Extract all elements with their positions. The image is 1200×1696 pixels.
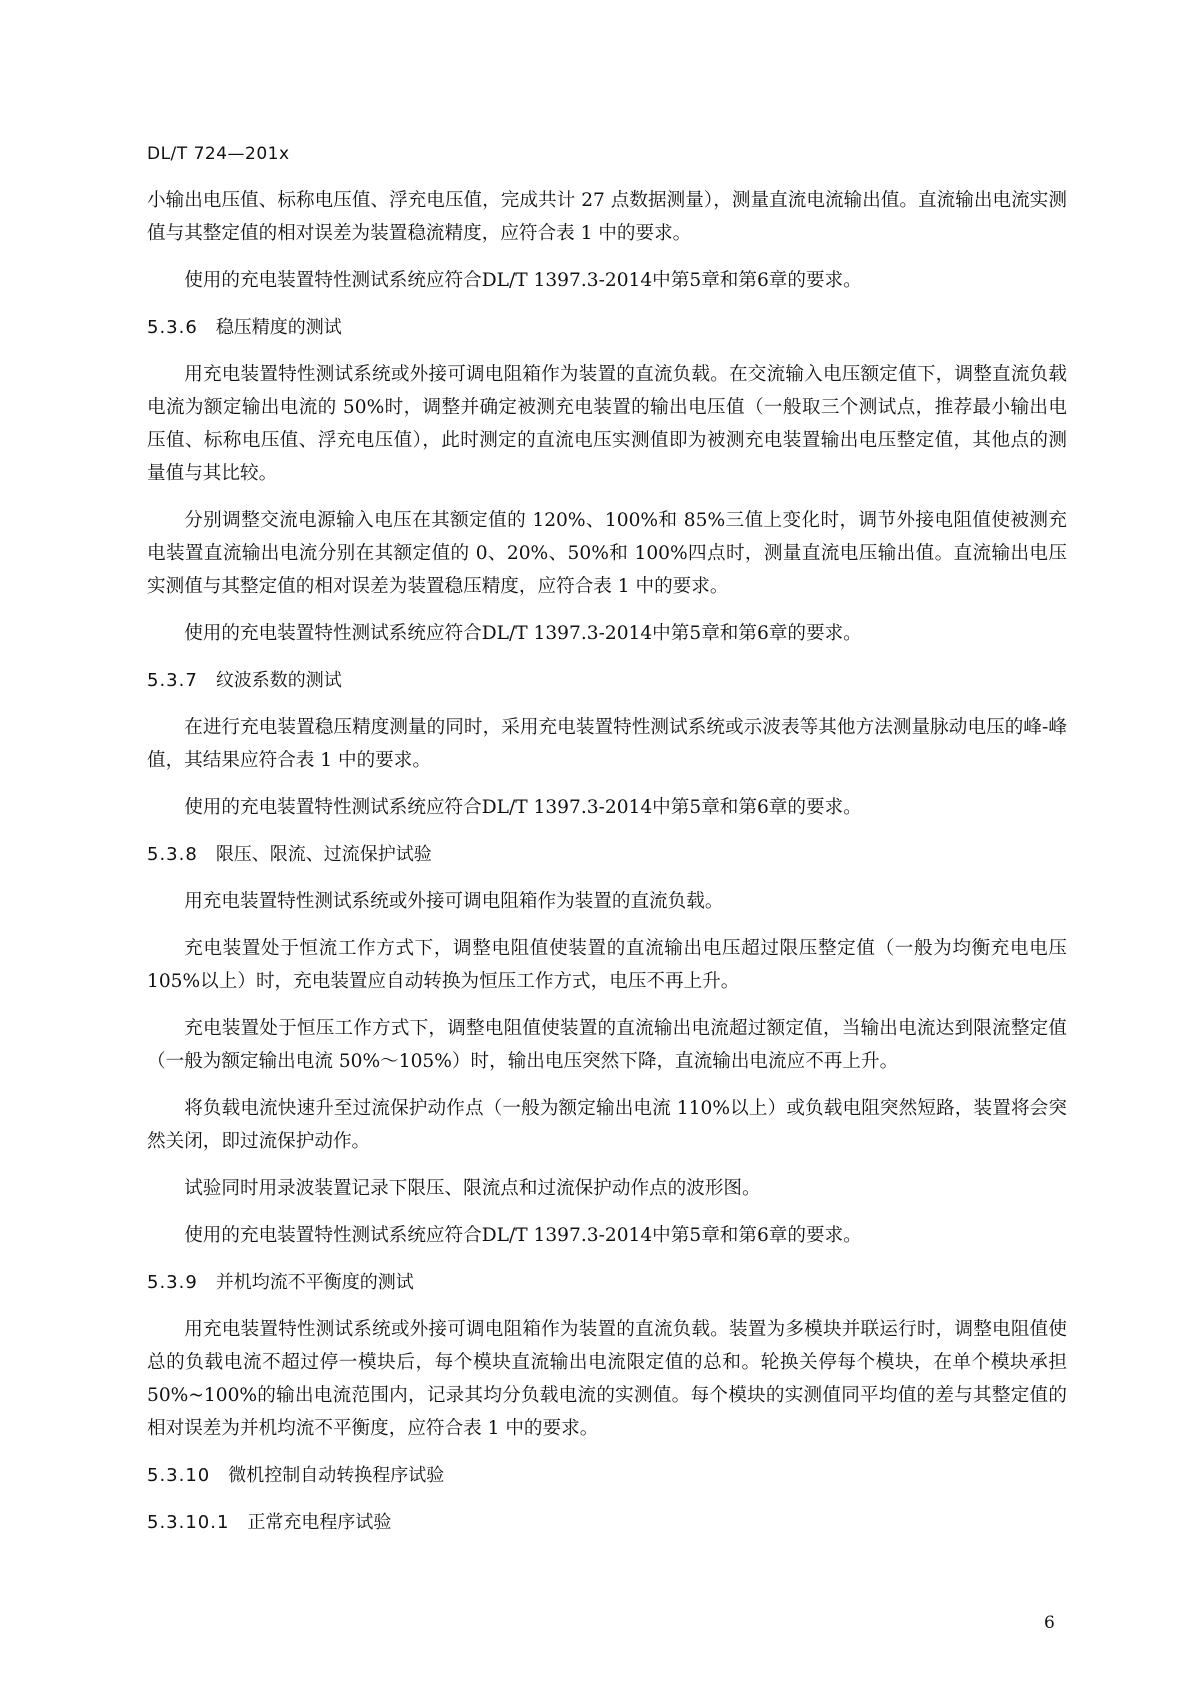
paragraph: 用充电装置特性测试系统或外接可调电阻箱作为装置的直流负载。: [184, 891, 724, 912]
document-body: [147, 184, 1067, 1553]
section-heading: [147, 1266, 1067, 1299]
paragraph: 使用的充电装置特性测试系统应符合DL/T 1397.3-2014中第5章和第6章的要求。: [184, 623, 862, 644]
paragraph: 用充电装置特性测试系统或外接可调电阻箱作为装置的直流负载。装置为多模块并联运行时，调整电阻值使总的负载电流不超过停一模块后，每个模块直流输出电流限定值的总和。轮换关停每个模块，在单个模块承担 50%~100%的输出电流范围内，记录其均分负载电流的实测值。每个模块的实测值同平均值的差与其整定值的相对误差为并机均流不平衡度，应符合表 1 中的要求。: [147, 1319, 1067, 1439]
section-heading: [147, 1459, 1067, 1492]
paragraph: 充电装置处于恒压工作方式下，调整电阻值使装置的直流输出电流超过额定值，当输出电流达到限流整定值（一般为额定输出电流 50%～105%）时，输出电压突然下降，直流输出电流应不再上升。: [147, 1018, 1067, 1072]
section-number: 5.3.7: [147, 670, 198, 691]
section-title: 纹波系数的测试: [215, 670, 342, 691]
document-code: DL/T 724—201x: [147, 144, 290, 164]
paragraph: 试验同时用录波装置记录下限压、限流点和过流保护动作点的波形图。: [184, 1178, 761, 1199]
page-number: 6: [1044, 1613, 1055, 1633]
paragraph: 使用的充电装置特性测试系统应符合DL/T 1397.3-2014中第5章和第6章的要求。: [184, 797, 862, 818]
section-number: 5.3.6: [147, 317, 198, 338]
section-title: 微机控制自动转换程序试验: [228, 1465, 445, 1486]
section-heading: [147, 838, 1067, 871]
paragraph: 使用的充电装置特性测试系统应符合DL/T 1397.3-2014中第5章和第6章的要求。: [184, 1225, 862, 1246]
section-title: 限压、限流、过流保护试验: [215, 844, 432, 865]
paragraph: 分别调整交流电源输入电压在其额定值的 120%、100%和 85%三值上变化时，调节外接电阻值使被测充电装置直流输出电流分别在其额定值的 0、20%、50%和 100%四点时，测量直流电压输出值。直流输出电压实测值与其整定值的相对误差为装置稳压精度，应符合表 1 中的要求。: [147, 510, 1067, 597]
paragraph: 充电装置处于恒流工作方式下，调整电阻值使装置的直流输出电压超过限压整定值（一般为均衡充电电压105%以上）时，充电装置应自动转换为恒压工作方式，电压不再上升。: [147, 938, 1067, 992]
subsection-heading: [147, 1506, 1067, 1539]
section-title: 稳压精度的测试: [215, 317, 342, 338]
section-number: 5.3.9: [147, 1272, 198, 1293]
paragraph: 使用的充电装置特性测试系统应符合DL/T 1397.3-2014中第5章和第6章的要求。: [184, 270, 862, 291]
paragraph: 在进行充电装置稳压精度测量的同时，采用充电装置特性测试系统或示波表等其他方法测量脉动电压的峰-峰值，其结果应符合表 1 中的要求。: [147, 717, 1067, 771]
section-number: 5.3.10.1: [147, 1512, 230, 1533]
section-heading: [147, 664, 1067, 697]
section-number: 5.3.10: [147, 1465, 211, 1486]
section-number: 5.3.8: [147, 844, 198, 865]
section-title: 正常充电程序试验: [247, 1512, 392, 1533]
paragraph: 小输出电压值、标称电压值、浮充电压值，完成共计 27 点数据测量），测量直流电流输出值。直流输出电流实测值与其整定值的相对误差为装置稳流精度，应符合表 1 中的要求。: [147, 190, 1067, 244]
section-title: 并机均流不平衡度的测试: [215, 1272, 414, 1293]
paragraph: 将负载电流快速升至过流保护动作点（一般为额定输出电流 110%以上）或负载电阻突然短路，装置将会突然关闭，即过流保护动作。: [147, 1098, 1067, 1152]
section-heading: [147, 311, 1067, 344]
paragraph: 用充电装置特性测试系统或外接可调电阻箱作为装置的直流负载。在交流输入电压额定值下，调整直流负载电流为额定输出电流的 50%时，调整并确定被测充电装置的输出电压值（一般取三个测试点，推荐最小输出电压值、标称电压值、浮充电压值），此时测定的直流电压实测值即为被测充电装置输出电压整定值，其他点的测量值与其比较。: [147, 364, 1067, 484]
